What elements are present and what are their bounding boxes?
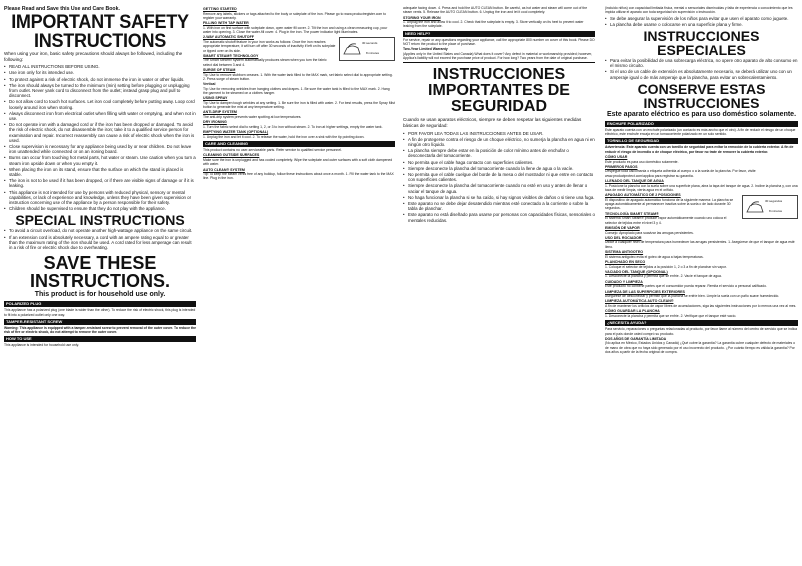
safety-item: • Always disconnect iron from electrical outlet when filling with water or emptying, and when not in use. (9, 111, 196, 121)
fig-label: 8 minutos (769, 209, 783, 214)
section-heading: 2-WAY AUTOMATIC SHUTOFF (203, 35, 254, 40)
section-heading: LIMPIEZA AUTOMÁTICA AUTO CLEAN® (605, 299, 674, 304)
section-text: Tip: Use to remove stubborn creases. 1. With the water tank filled to the MAX mark, set fabric select dial to appropriate setting. 2. Press surge of steam button. (203, 72, 393, 81)
section-heading: CÓMO GUARDAR LA PLANCHA (605, 309, 660, 314)
section-bar-enchufe: ENCHUFE POLARIZADO (605, 121, 798, 127)
column-english-safety (4, 6, 196, 349)
section-bar-care: CARE AND CLEANING (203, 141, 395, 147)
tornillo-text: Advertencia: Este aparato cuenta con un tornillo de seguridad para evitar la remoción de la cubierta exterior. A fin de reducir el riesgo de incendio o de choque eléctrico, por favor no trate de remover la cubierta exterior. (605, 145, 794, 154)
section-heading: USING SPRAY (203, 96, 228, 101)
spanish-safety-title: INSTRUCCIONES IMPORTANTES DE SEGURIDAD (428, 66, 570, 116)
safety-item: • When placing the iron on its stand, ensure that the surface on which the stand is placed is stable. (9, 167, 196, 177)
section-bar-tamper-screw: TAMPER-RESISTANT SCREW (4, 319, 196, 325)
section-text: Make sure the iron is unplugged and has cooled completely. Wipe the soleplate and outer surfaces with a soft cloth dampened with water. (203, 157, 393, 167)
intro-text: When using your iron, basic safety precautions should always be followed, including the following: (4, 51, 183, 62)
section-heading: DRY IRONING (203, 120, 227, 125)
section-text: 1. Desconecte la plancha y permita que se enfríe. 2. Vacíe el tanque de agua. (605, 274, 722, 279)
section-text: 1. Desconecte la plancha y permita que se enfríe. 2. Verifique que el tanque esté vacío. (605, 313, 737, 318)
section-heading: LLENADO DEL TANQUE DE AGUA (605, 179, 664, 184)
warranty-text: (Applies only in the United States and Canada) What does it cover? Any defect in material or workmanship provided; however, Applica's liability will not exceed the purchase price of product. For how long? Two years from the date of original purchase. (403, 51, 593, 61)
section-text: Este producto no contiene partes que el consumidor pueda reparar. Remita el servicio a personal calificado. (605, 284, 767, 289)
iron-icon (745, 198, 765, 216)
section (203, 21, 395, 34)
top-text: (incluido niños) con capacidad limitada física, mental o sensoriales disminuidas y falta de experiencia o conocimiento que les impida utilizar el aparato con toda seguridad sin supervisión o instrucción. (605, 6, 793, 15)
section-text: Asegúrese de desconectar y permitir que la plancha se enfríe bien. Limpie la suela con un paño suave humedecido. (605, 294, 780, 299)
section (605, 309, 798, 318)
fig-label: 30 seconds (362, 41, 378, 46)
section-text: 1. Unplug the iron and let it cool. 2. To release the water, hold the iron over a sink with the tip pointing down. (203, 134, 365, 139)
iron-icon (342, 40, 362, 58)
special-list (4, 228, 196, 250)
section-heading: APAGADO AUTOMÁTICO DE 2 POSICIONES (605, 193, 681, 198)
polar-text: Este aparato cuenta con un enchufe polarizado (un contacto es más ancho que el otro). A fin de reducir el riesgo de un choque eléctrico, este enchufe encaja en un tomacorriente polarizado en un solo sentido. (605, 127, 796, 137)
section-heading: SMART STEAM® TECHNOLOGY (203, 53, 259, 58)
section-text: The anti-drip system prevents water spotting at low temperatures. (203, 115, 302, 120)
page-title: IMPORTANT SAFETY INSTRUCTIONS (11, 12, 189, 52)
section-heading: CÓMO USAR (605, 155, 628, 159)
tamper-text: Warning: This appliance is equipped with a tamper-resistant screw to prevent removal of the outer cover. To reduce the risk of fire or electric shock, do not attempt to remove the outer cover. (4, 325, 196, 335)
domestic-use-note: Este aparato eléctrico es para uso doméstico solamente. (606, 110, 797, 118)
section-heading: SURGE OF STEAM (203, 68, 236, 73)
safety-item: • Este aparato no está diseñado para usarse por personas con capacidades físicas, sensoriales o mentales reducidas. (408, 212, 595, 222)
section-text: Este producto es para uso doméstico solamente. (605, 159, 679, 164)
safety-item: • No permita que el cable haga contacto con superficies calientes. (408, 160, 595, 165)
help-text: For service, repair or any questions regarding your appliance, call the appropriate 800 number on cover of this book. Please DO NOT return the product to the place of purchase. (403, 37, 595, 47)
section (605, 155, 798, 164)
section-bar-how-to-use: HOW TO USE (4, 336, 196, 342)
apagado-diagram (742, 195, 798, 219)
safety-item: • Do not operate iron with a damaged cord or if the iron has been dropped or damaged. To avoid the risk of electric shock, do not disassemble the iron; take it to a qualified service person for examination and repair. Incorrect reassembly can cause a risk of electric shock when the iron is used. (9, 122, 196, 143)
safety-item: • Do not allow cord to touch hot surfaces. Let iron cool completely before putting away. Loop cord loosely around iron when storing. (9, 99, 196, 109)
section (605, 250, 798, 259)
column-english-spanish (403, 6, 595, 224)
safety-item: • Children should be supervised to ensure that they do not play with the appliance. (9, 206, 196, 211)
warranty-heading: Two-Year Limited Warranty (403, 47, 448, 52)
section-heading: STORING YOUR IRON (403, 15, 441, 20)
section (605, 236, 798, 249)
column-spanish (605, 6, 798, 355)
section-heading: AUTO CLEAN® SYSTEM (203, 167, 245, 172)
safety-item: • La plancha debe usarse o colocarse en una superficie plana y firme. (610, 22, 798, 27)
safety-item: • Use iron only for its intended use. (9, 70, 196, 75)
section-text: Tip: Use to dampen tough wrinkles at any setting. 1. Be sure the iron is filled with water. 2. For best results, press the Spray Mist button to generate the mist at any temperature setting. (203, 100, 395, 110)
spanish-special-title: INSTRUCCIONES ESPECIALES (643, 28, 760, 58)
safety-item: • A fin de protegerse contra el riesgo de un choque eléctrico, no sumerja la plancha en agua ni en ningún otro líquido. (408, 137, 595, 147)
section-text: Consejo: Apropiado para suavizar las arrugas persistentes. (605, 230, 694, 235)
section-text: El sistema Smart Steam® produce vapor automáticamente cuando uno coloca el selector de tejidos entre el nivel 3 y 4. (605, 216, 727, 225)
special-item: • To avoid a circuit overload, do not operate another high-wattage appliance on the same circuit. (9, 228, 196, 233)
section (605, 299, 798, 308)
household-use-note: This product is for household use only. (34, 291, 166, 299)
safety-item: • Siempre desconecte la plancha del tomacorriente cuando no esté en uso y antes de llenar o vaciar el tanque de agua. (408, 183, 595, 193)
safety-item: • POR FAVOR LEA TODAS LAS INSTRUCCIONES ANTES DE USAR. (408, 131, 595, 136)
warranty-heading: DOS AÑOS DE GARANTÍA LIMITADA (605, 336, 667, 341)
column-english-use (203, 6, 395, 182)
safety-item: • Burns can occur from touching hot metal parts, hot water or steam. Use caution when you turn a steam iron upside down or when you empty it. (9, 155, 196, 165)
section (203, 96, 395, 109)
section (605, 226, 798, 235)
section-text: 1. Coloque el selector de tejidos a la posición 1, 2 o 3 a fin de planchar sin vapor. (605, 264, 727, 269)
section-text: Tip: Use for removing wrinkles from hanging clothes and drapes. 1. Be sure the water tank is filled to the MAX mark. 2. Hang the garment to be steamed on a clothes hanger. (203, 86, 390, 95)
safety-item: • Close supervision is necessary for any appliance being used by or near children. Do not leave iron unattended while connected or on an ironing board. (9, 144, 196, 154)
warranty-text: (No aplica en México, Estados Unidos y Canadá) ¿Qué cubre la garantía? La garantía cubre cualquier defecto de materiales o de mano de obra que no haya sido generado por el uso incorrecto del producto. ¿Por cuánto tiempo es válida la garantía? Por dos años a partir de la fecha original de compra. (605, 341, 795, 354)
safety-item: • To protect against a risk of electric shock, do not immerse the iron in water or other liquids. (9, 77, 196, 82)
safety-item: • Se debe asegurar la supervisión de los niños para evitar que usen el aparato como juguete. (610, 16, 798, 21)
section-heading: FILLING WITH TAP WATER (203, 21, 249, 26)
safety-item: • No permita que el cable cuelgue del borde de la mesa o del mostrador ni que entre en contacto con superficies calientes. (408, 172, 595, 182)
section-heading: EMPTYING WATER TANK (OPTIONAL) (203, 130, 269, 135)
section-text: Tip: To keep the steam vents free of any buildup, follow these instructions about once a month. 1. Fill the water tank to the MAX line. Plug in the iron. (203, 172, 394, 181)
section-bar-tornillo: TORNILLO DE SEGURIDAD (605, 138, 798, 144)
special-item: • If an extension cord is absolutely necessary, a cord with an ampere rating equal to or greater than the maximum rating of the iron should be used. A cord rated for less amperage can result in a risk of fire or electric shock due to overheating. (9, 235, 196, 251)
section-heading: LIMPIEZA DE LAS SUPERFICIES EXTERIORES (605, 289, 685, 294)
spanish-top-list (605, 16, 798, 27)
section-text: The Smart Steam® system automatically produces steam when you turn the fabric select dial between 3 and 4. (203, 58, 327, 67)
top-text: adequate facing down. 4. Press and hold the AUTO CLEAN button. Be careful, as hot water and steam will come out of the steam vents. 5. Release the AUTO CLEAN button. 6. Unplug the iron and let it cool completely. (403, 6, 588, 15)
section-heading: ANTI-DRIP SYSTEM (203, 110, 237, 115)
safety-item: • This appliance is not intended for use by persons with reduced physical, sensory or mental capabilities, or lack of experience and knowledge, unless they have been given supervision or instruction concerning use of the appliance by a person responsible for their safety. (9, 190, 196, 206)
section-heading: EMISIÓN DE VAPOR (605, 225, 640, 230)
section-heading: CLEANING OUTSIDE SURFACES (203, 153, 260, 158)
section (203, 68, 395, 81)
section (203, 120, 395, 129)
section (605, 280, 798, 289)
section-text: Despegue toda calcomanía o etiqueta adherida al cuerpo o a la suela de la plancha. Por favor, visite www.productprotect.com/applica para registrar su garantía. (605, 169, 756, 178)
section (605, 270, 798, 279)
fig-label: 8 minutes (366, 51, 380, 56)
section-text: Utilice a cualquier nivel de temperatura para humedecer las arrugas persistentes. 1. Asegúrese de que el tanque de agua esté lleno. (605, 240, 795, 249)
section (605, 165, 798, 178)
section (203, 7, 395, 20)
help-text: Para servicio, reparaciones o preguntas relacionadas al producto, por favor llame al número del centro de servicio que se indica para el país donde usted compró su producto. (605, 327, 798, 336)
section-text: A fin de mantener los orificios de vapor libres de acumulaciones, siga las siguientes instrucciones por lo menos una vez al mes. (605, 304, 797, 309)
safety-item: • The iron is not to be used if it has been dropped, or if there are visible signs of damage or if it is leaking. (9, 178, 196, 188)
section-heading: TECNOLOGÍA SMART STEAM® (605, 211, 659, 216)
special-instructions-title: SPECIAL INSTRUCTIONS (15, 212, 185, 229)
section-text: 1. Posicione la plancha con la suela sobre una superficie plana, abra la tapa del tanque de agua. 2. Incline la plancha y, con una taza de medir limpia, vierta agua en el orificio. (605, 183, 798, 192)
section-text: 1. Turn the fabric select dial to setting 1, 2, or 3 to iron without steam. 2. To iron at higher settings, empty the water tank. (203, 124, 383, 129)
section-text: 1. With iron on first surface with soleplate down, open water fill cover. 2. Tilt the iron and using a clean measuring cup, pour water into opening. 3. Close the water-fill cover. 4. Plug in the iron. The power indicator light illuminates. (203, 25, 388, 35)
special-item: • Para evitar la posibilidad de una sobrecarga eléctrica, no opere otro aparato de alto consumo en el mismo circuito. (610, 58, 798, 68)
safety-item: • Siempre desconecte la plancha del tomacorriente cuando la llene de agua o la vacíe. (408, 166, 595, 171)
fig-label: 30 segundos (765, 199, 783, 204)
section-heading: PLANCHADO EN SECO (605, 259, 646, 264)
spanish-special-list (605, 58, 798, 80)
section-text: El sistema antigoteo evita el goteo de agua a bajas temperaturas. (605, 254, 704, 259)
shutoff-diagram (339, 37, 395, 61)
section (203, 82, 395, 95)
safety-list (4, 64, 196, 211)
section-heading: Vertical (203, 82, 216, 87)
howto-text: This appliance is intended for household use only. (4, 343, 79, 348)
save-instructions-title: SAVE THESE INSTRUCTIONS. (29, 253, 170, 292)
section (605, 179, 798, 192)
section-heading: CUIDADO Y LIMPIEZA (605, 279, 643, 284)
read-note: Please Read and Save this Use and Care Book. (4, 6, 120, 12)
spanish-safety-list (403, 131, 595, 223)
section-heading: SISTEMA ANTIGOTEO (605, 250, 644, 255)
section-bar-need-help: NEED HELP? (403, 31, 595, 37)
section-heading: GETTING STARTED (203, 7, 237, 11)
section-text: El dispositivo de apagado automático funciona de la siguiente manera: La plancha se apaga automáticamente al permanecer inactiva sobre la suela o de lado durante 30 segundos. (605, 197, 734, 211)
section-bar-ayuda: ¿NECESITA AYUDA? (605, 320, 798, 326)
section (203, 130, 395, 139)
spanish-intro: Cuando se usan aparatos eléctricos, siempre se deben respetar las siguientes medidas básicas de seguridad: (403, 117, 582, 128)
safety-item: • La plancha siempre debe estar en la posición de color mínimo antes de enchufar o desconectarla del tomacorriente. (408, 148, 595, 158)
safety-item: • The iron should always be turned to the minimum (min) setting before plugging or unplugging from outlet. Never yank cord to disconnect from the outlet; instead grasp plug and pull to disconnect. (9, 83, 196, 99)
section-text: 1. Unplug the iron and allow it to cool. 2. Check that the soleplate is empty. 3. Store vertically on its heel to prevent water leaking from the soleplate. (403, 20, 584, 29)
section-heading: USO DEL ROCIADOR (605, 235, 642, 240)
section (605, 260, 798, 269)
section-text: Remove any labels, stickers or tags attached to the body or soleplate of the iron. Please go to www.productregister.com to register your warranty. (203, 11, 387, 20)
section (605, 290, 798, 299)
special-item: • Si el uso de un cable de extensión es absolutamente necesario, se deberá utilizar uno con un amperaje igual o de más amperaje que la plancha, para evitar un sobrecalentamiento. (610, 69, 798, 79)
section-bar-polarized-plug: POLARIZED PLUG (4, 301, 196, 307)
safety-item: • Este aparato no se debe dejar desatendido mientras esté conectado a la corriente o sobre la tabla de planchar. (408, 201, 595, 211)
safety-item: • READ ALL INSTRUCTIONS BEFORE USING. (9, 64, 196, 69)
safety-item: • No haga funcionar la plancha si se ha caído, si hay signos visibles de daños o si tiene una fuga. (408, 195, 595, 200)
conserve-title: CONSERVE ESTAS INSTRUCCIONES (637, 80, 766, 111)
care-text: This product contains no user-serviceable parts. Refer service to qualified service personnel. (203, 148, 342, 153)
section-heading: PRIMEROS PASOS (605, 164, 638, 169)
section-text: The automatic shutoff feature in your iron works as follows: Once the iron reaches appropriate temperature, it will turn off after 30 seconds of inactivity if left on its soleplate or tipped over on its side. (203, 39, 336, 53)
divider (403, 62, 595, 63)
section-heading: VACIADO DEL TANQUE (OPCIONAL) (605, 269, 668, 274)
polarized-text: This appliance has a polarized plug (one blade is wider than the other). To reduce the risk of electric shock, this plug is intended to fit into a polarized outlet only one way. (4, 308, 196, 317)
section (203, 110, 395, 119)
